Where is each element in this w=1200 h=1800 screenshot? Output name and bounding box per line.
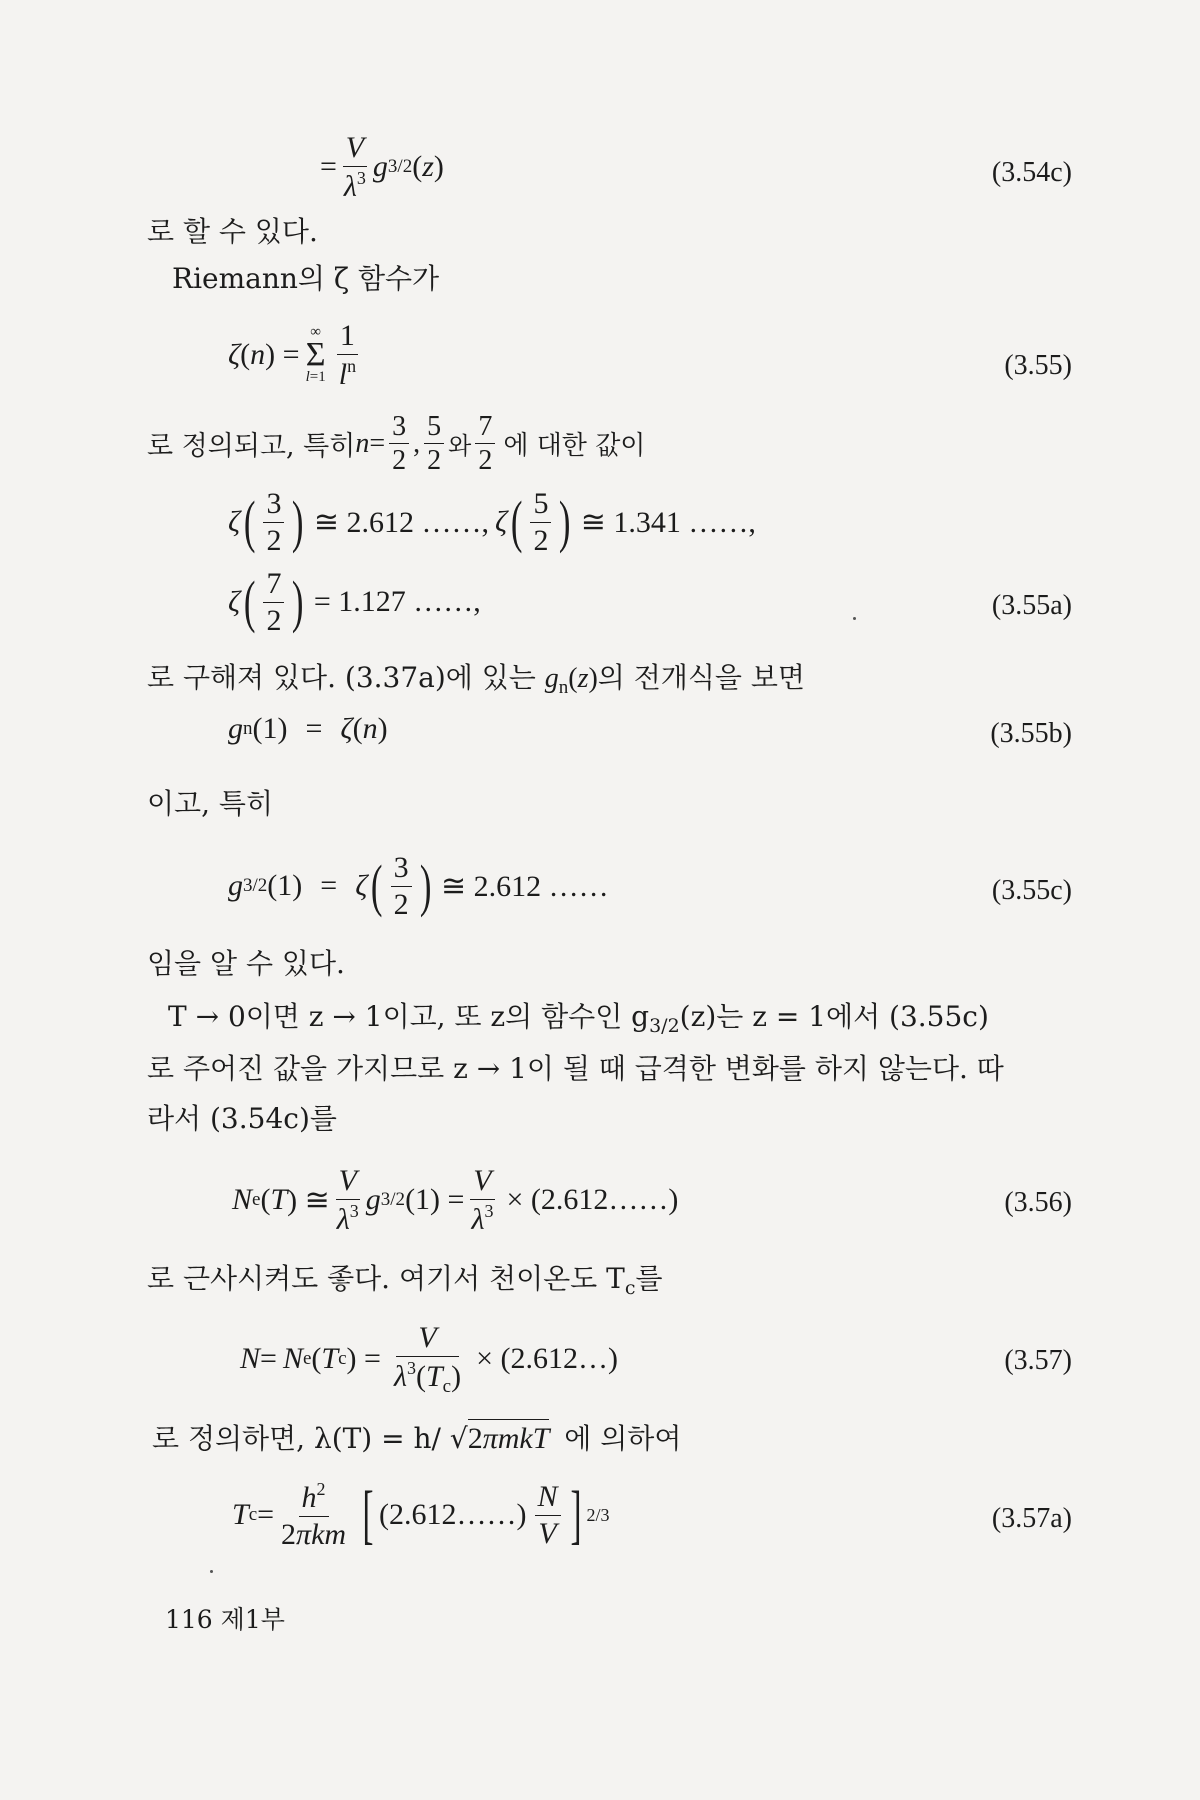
zeta-3-2-value: ≅ 2.612 ……, [313, 505, 489, 539]
eq-3-56-value: × (2.612……) [506, 1183, 679, 1216]
text-line-4: 로 구해져 있다. (3.37a)에 있는 $g_n(z)$의 전개식을 보면 [147, 661, 805, 698]
equation-3-57a: T c = $\frac{h^2}{\text{2πkm}}$ [ (2.612……) $\frac{N}{V}$ ] 2/3 [232, 1478, 610, 1551]
equation-3-55: ζ ( n ) = ∞ Σ l=1 $\frac{1}{l^n}$ [228, 319, 357, 391]
equation-3-57: N = N e ( T c ) = $\frac{V}{\lambda^3(T_c)}$ × (2.612…) [240, 1321, 618, 1397]
eq-number-3-57: (3.57) [1004, 1345, 1072, 1376]
eq-number-3-55a: (3.55a) [991, 590, 1072, 621]
eq-3-57a-value: (2.612……) [379, 1498, 527, 1531]
equation-3-55c: g 3/2 (1) = ζ ( $\frac{3}{2}$ ) ≅ 2.612 …… [228, 851, 609, 921]
speck [853, 617, 856, 620]
paragraph-line-3: 라서 (3.54c)를 [147, 1102, 337, 1135]
page-footer: 116 제1부 [165, 1605, 285, 1634]
eq-number-3-55: (3.55) [1004, 350, 1072, 381]
text-line-3: 로 정의되고, 특히 n = $\frac{3}{2}$ , $\frac{5}{2}$ 와 $\frac{7}{2}$ 에 대한 값이 [147, 411, 646, 477]
equation-zeta-values-1: ζ ( $\frac{3}{2}$ ) ≅ 2.612 ……, ζ ( $\frac{5}{2}$ ) ≅ 1.341 ……, [228, 487, 756, 557]
text-line-8a: 로 정의하면, λ(T) = h/ √ [152, 1422, 468, 1455]
text-line-5: 이고, 특히 [147, 787, 273, 820]
paragraph-line-2: 로 주어진 값을 가지므로 z → 1이 될 때 급격한 변화를 하지 않는다. 따 [147, 1052, 1004, 1085]
eq-number-3-55c: (3.55c) [991, 875, 1072, 906]
text-line-3a: 로 정의되고, 특히 [147, 431, 356, 463]
eq-number-3-55b: (3.55b) [990, 718, 1072, 749]
zeta-7-2-value: = 1.127 ……, [313, 585, 481, 618]
text-line-1: 로 할 수 있다. [147, 215, 318, 248]
text-line-3b: 와 [448, 432, 472, 461]
eq-3-57-value: × (2.612…) [476, 1342, 618, 1376]
equation-3-55b: g n (1) = ζ ( n ) [228, 712, 388, 745]
text-line-8b: 에 의하여 [564, 1422, 682, 1455]
equation-3-55a: ζ ( $\frac{7}{2}$ ) = 1.127 ……, [228, 567, 481, 637]
text-line-6: 임을 알 수 있다. [147, 947, 345, 980]
equation-3-56: N e ( T ) ≅ $\frac{V}{\lambda^3}$ g 3/2 (1) = $\frac{V}{\lambda^3}$ × (2.612……) [232, 1164, 679, 1236]
text-line-7a: 로 근사시켜도 좋다. 여기서 천이온도 T [147, 1262, 625, 1295]
text-line-3c: 에 대한 값이 [503, 431, 646, 462]
zeta-3-2-value-2: ≅ 2.612 …… [441, 869, 609, 903]
paragraph-line-1a: T → 0이면 z → 1이고, 또 z의 함수인 g [168, 1000, 650, 1033]
paragraph-line-1b: (z)는 z = 1에서 (3.55c) [679, 1000, 989, 1033]
text-line-7b: 를 [635, 1262, 663, 1295]
equation-3-54c: = $\frac{V}{\lambda^3}$ g 3/2 ( z ) [320, 131, 444, 203]
eq-number-3-56: (3.56) [1004, 1187, 1072, 1218]
text-line-4b: 의 전개식을 보면 [597, 661, 805, 694]
paragraph-line-1: T → 0이면 z → 1이고, 또 z의 함수인 $g_{3/2}(z)$는 z = 1에서 (3.55c) [168, 1000, 989, 1037]
eq-number-3-54c: (3.54c) [991, 157, 1072, 188]
text-line-8: 로 정의하면, λ(T) = h/ √2πmkT 에 의하여 [152, 1424, 681, 1454]
text-line-7: 로 근사시켜도 좋다. 여기서 천이온도 $T_c$를 [147, 1262, 663, 1299]
zeta-5-2-value: ≅ 1.341 ……, [580, 505, 756, 539]
speck [210, 1570, 213, 1573]
text-line-2: Riemann의 ζ 함수가 [172, 262, 440, 295]
text-line-4a: 로 구해져 있다. (3.37a)에 있는 [147, 661, 545, 694]
eq-number-3-57a: (3.57a) [991, 1503, 1072, 1534]
